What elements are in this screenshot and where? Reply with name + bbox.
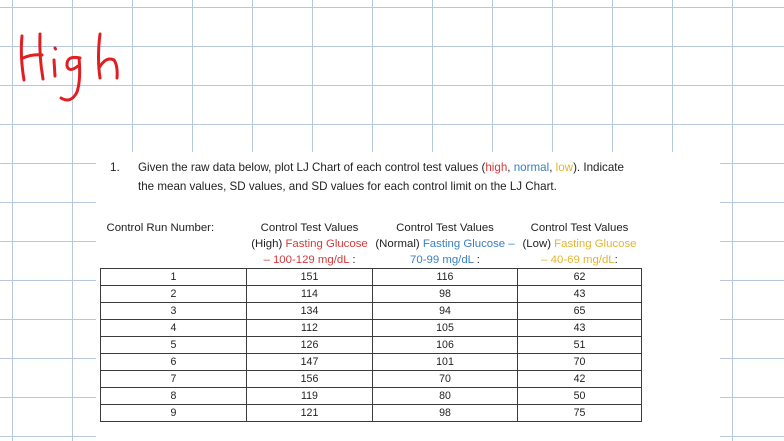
table-row: [101, 303, 642, 320]
keyword-low: low: [555, 161, 574, 174]
table-row: [101, 388, 642, 405]
cell-high: 156: [247, 371, 373, 388]
cell-run: 9: [101, 405, 247, 422]
table-header-row: [101, 218, 642, 269]
header-low: Control Test Values (Low) Fasting Glucose – 40-69 mg/dL:: [522, 222, 637, 266]
table-row: [101, 371, 642, 388]
table-row: [101, 337, 642, 354]
cell-run: 2: [101, 286, 247, 303]
cell-low: 43: [518, 320, 642, 337]
header-high: Control Test Values (High) Fasting Glucose – 100-129 mg/dL :: [251, 222, 368, 266]
cell-normal: 116: [373, 269, 518, 286]
header-run-number: Control Run Number:: [106, 222, 215, 234]
cell-high: 119: [247, 388, 373, 405]
document-page: [96, 152, 720, 441]
handwritten-note: [14, 8, 154, 108]
cell-high: 134: [247, 303, 373, 320]
control-values-table: [100, 218, 642, 422]
cell-normal: 98: [373, 405, 518, 422]
cell-low: 75: [518, 405, 642, 422]
question-part-2: ). Indicate the mean values, SD values, and SD values for each control limit on the LJ Chart.: [138, 161, 624, 193]
table-row: [101, 320, 642, 337]
cell-run: 4: [101, 320, 247, 337]
cell-normal: 98: [373, 286, 518, 303]
cell-normal: 106: [373, 337, 518, 354]
keyword-high: high: [485, 161, 508, 174]
question-part-1: Given the raw data below, plot LJ Chart of each control test values (: [138, 161, 486, 174]
separator: ,: [507, 161, 514, 174]
question-number: 1.: [110, 161, 120, 174]
handwriting-high-icon: [14, 8, 154, 108]
keyword-normal: normal: [513, 161, 550, 174]
separator: ,: [549, 161, 553, 174]
header-normal: Control Test Values (Normal) Fasting Glucose – 70-99 mg/dL :: [375, 222, 515, 266]
cell-high: 112: [247, 320, 373, 337]
cell-high: 151: [247, 269, 373, 286]
cell-high: 121: [247, 405, 373, 422]
cell-run: 5: [101, 337, 247, 354]
cell-high: 114: [247, 286, 373, 303]
cell-run: 1: [101, 269, 247, 286]
cell-normal: 70: [373, 371, 518, 388]
cell-low: 62: [518, 269, 642, 286]
cell-low: 51: [518, 337, 642, 354]
cell-run: 7: [101, 371, 247, 388]
cell-low: 65: [518, 303, 642, 320]
table-row: [101, 405, 642, 422]
cell-high: 126: [247, 337, 373, 354]
cell-normal: 80: [373, 388, 518, 405]
cell-normal: 101: [373, 354, 518, 371]
question-body: [138, 158, 633, 196]
cell-run: 3: [101, 303, 247, 320]
cell-low: 43: [518, 286, 642, 303]
table-row: [101, 286, 642, 303]
cell-high: 147: [247, 354, 373, 371]
cell-low: 42: [518, 371, 642, 388]
cell-normal: 105: [373, 320, 518, 337]
cell-low: 70: [518, 354, 642, 371]
cell-normal: 94: [373, 303, 518, 320]
table-row: [101, 269, 642, 286]
cell-run: 8: [101, 388, 247, 405]
table-row: [101, 354, 642, 371]
cell-low: 50: [518, 388, 642, 405]
cell-run: 6: [101, 354, 247, 371]
